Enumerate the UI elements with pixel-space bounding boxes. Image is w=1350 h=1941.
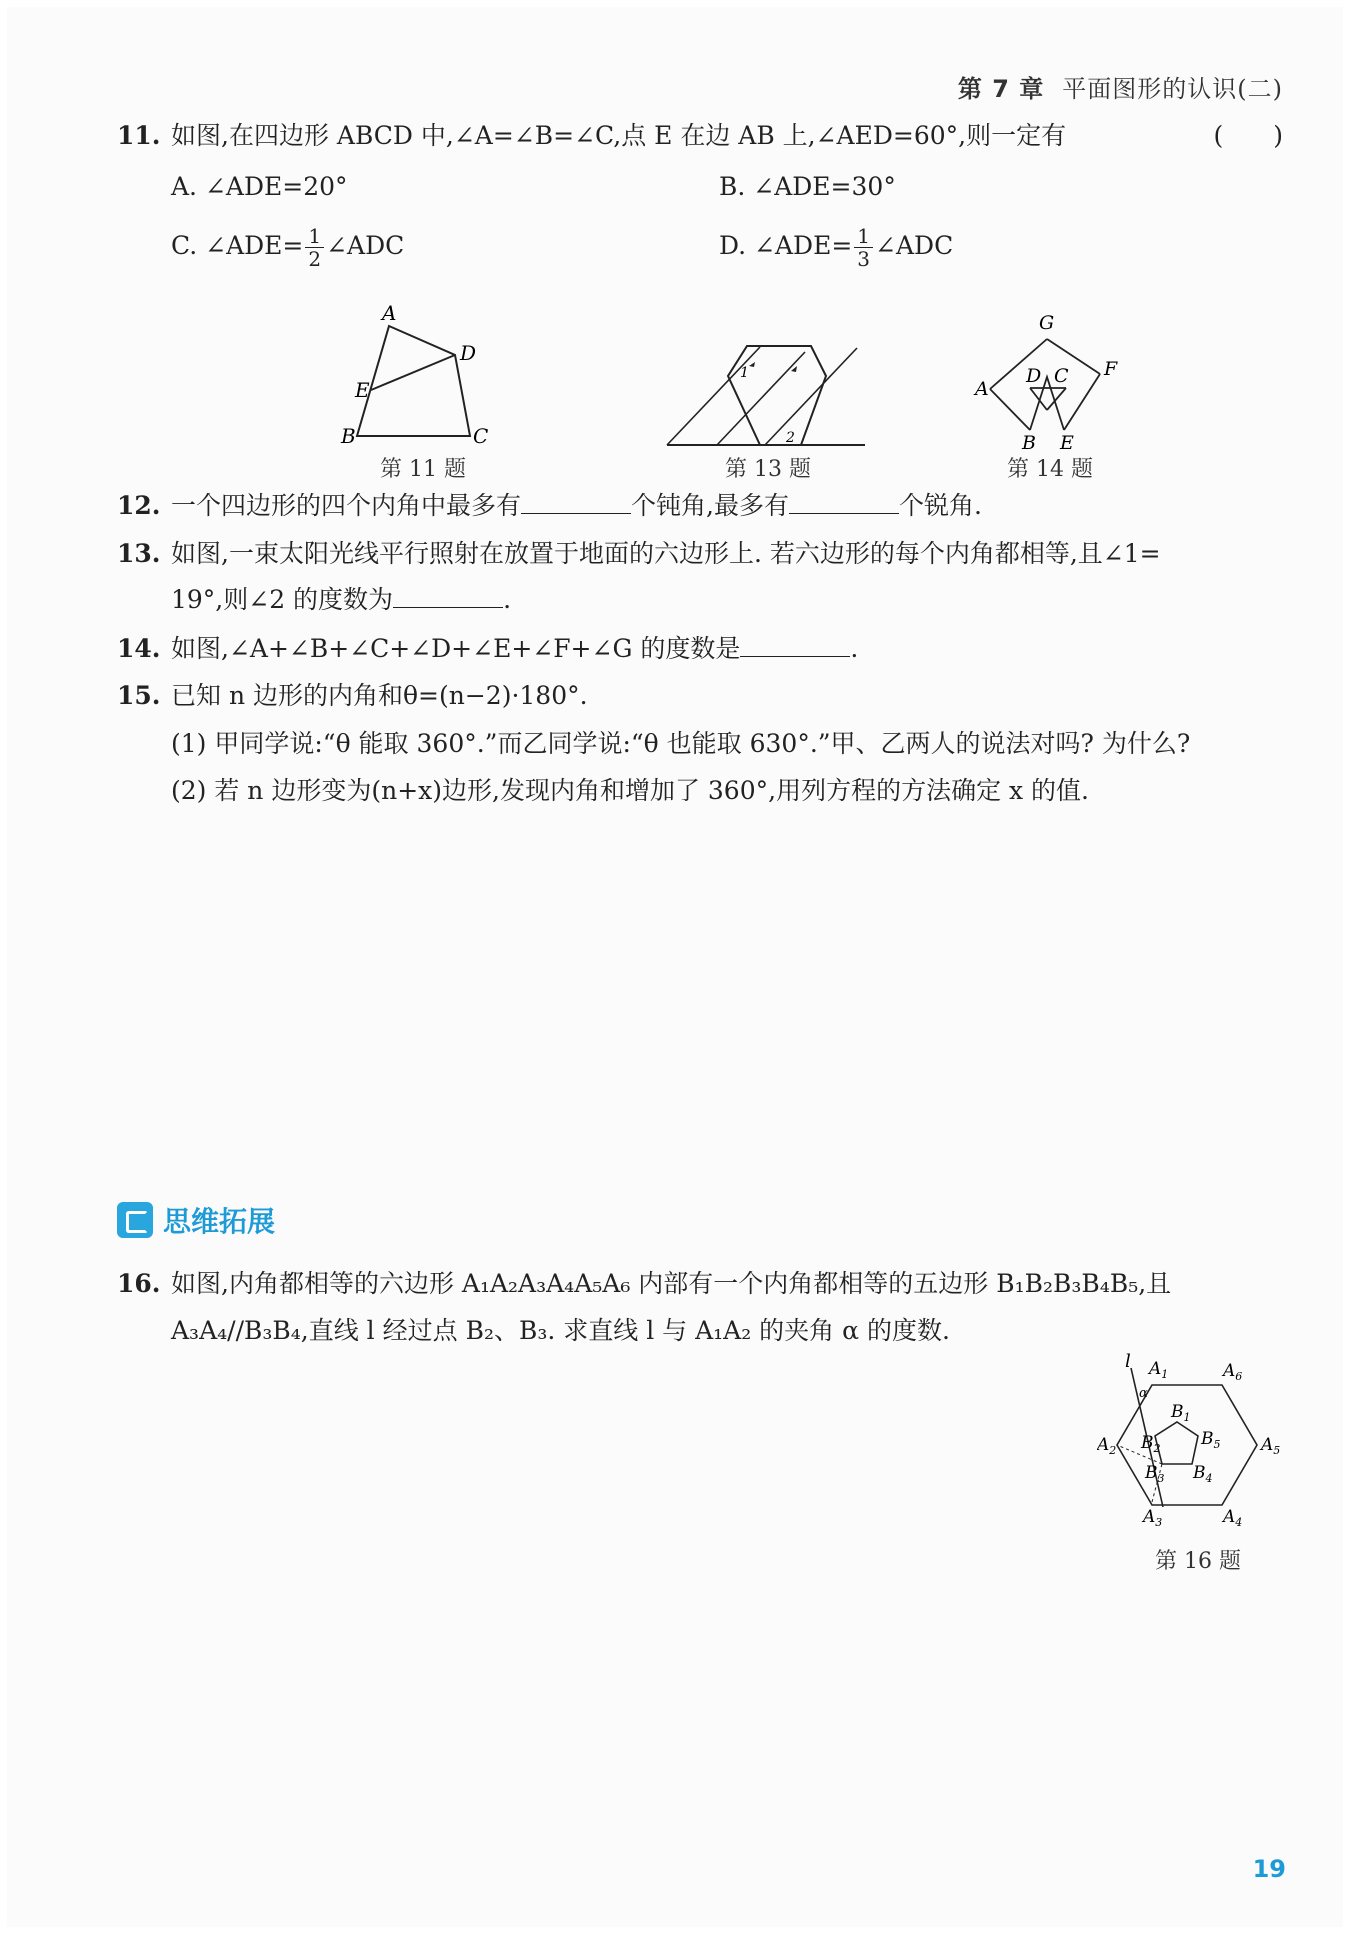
answer-blank[interactable] <box>789 491 899 514</box>
option-d <box>719 225 953 270</box>
figure-11-caption: 第 11 题 <box>380 457 466 482</box>
answer-blank[interactable] <box>740 634 850 657</box>
question-text: 个锐角. <box>898 491 982 520</box>
label-d: D <box>1026 365 1042 387</box>
question-text: . <box>503 585 512 614</box>
question-number: 13. <box>117 539 161 568</box>
line-l-label: l <box>1125 1352 1131 1372</box>
label-a3: $A_3$ <box>1143 1507 1163 1529</box>
page-number: 19 <box>1252 1855 1286 1883</box>
question-stem: 如图,在四边形 ABCD 中,∠A=∠B=∠C,点 E 在边 AB 上,∠AED=60°,则一定有 <box>171 121 1067 150</box>
option-d-prefix: D. ∠ADE= <box>719 231 853 260</box>
question-text: 19°,则∠2 的度数为 <box>171 585 394 614</box>
segment-ba <box>990 389 1030 430</box>
label-c: C <box>1054 365 1069 387</box>
question-number: 14. <box>117 634 161 663</box>
question-14 <box>117 627 1283 671</box>
hexagon-a <box>1117 1385 1257 1505</box>
label-e: E <box>1060 432 1074 452</box>
label-b3: $B_3$ <box>1145 1463 1165 1485</box>
section-icon <box>117 1202 153 1238</box>
question-15-part-2: (2) 若 n 边形变为(n+x)边形,发现内角和增加了 360°,用列方程的方法确定 x 的值. <box>171 776 1090 805</box>
option-a: A. ∠ADE=20° <box>171 172 348 201</box>
label-b: B <box>341 424 356 447</box>
answer-blank[interactable] <box>393 585 503 608</box>
question-number: 12. <box>117 491 161 520</box>
arrow-icon <box>749 362 755 367</box>
figure-13 <box>662 332 877 452</box>
pentagon-b <box>1155 1422 1198 1464</box>
label-d: D <box>460 341 477 365</box>
figure-16 <box>1097 1352 1297 1532</box>
label-a: A <box>975 378 989 400</box>
figure-14 <box>972 307 1132 452</box>
question-12 <box>117 484 1283 528</box>
fraction <box>854 225 873 270</box>
question-number: 11. <box>117 121 161 150</box>
light-ray <box>667 347 760 445</box>
chapter-label: 第 7 章 <box>957 75 1045 103</box>
label-b2: $B_2$ <box>1141 1433 1161 1455</box>
label-b: B <box>1022 432 1036 452</box>
page <box>7 7 1343 1927</box>
angle-1-label: 1 <box>740 365 749 381</box>
label-b5: $B_5$ <box>1201 1429 1221 1451</box>
section-header <box>117 1200 275 1240</box>
question-11 <box>117 114 1283 158</box>
label-a: A <box>382 301 397 325</box>
option-c-suffix: ∠ADC <box>326 231 405 260</box>
question-text: 如图,∠A+∠B+∠C+∠D+∠E+∠F+∠G 的度数是 <box>171 634 741 663</box>
section-title: 思维拓展 <box>163 1205 276 1238</box>
segment-fe <box>1064 374 1100 430</box>
figure-13-caption: 第 13 题 <box>725 457 811 482</box>
question-15 <box>117 674 1283 718</box>
fraction <box>305 225 324 270</box>
figure-14-caption: 第 14 题 <box>1007 457 1093 482</box>
label-a5: $A_5$ <box>1261 1435 1281 1457</box>
fraction-numerator: 1 <box>305 225 324 248</box>
fraction-denominator: 2 <box>308 247 322 271</box>
option-b: B. ∠ADE=30° <box>719 172 896 201</box>
light-ray <box>765 348 857 445</box>
fraction-numerator: 1 <box>854 225 873 248</box>
question-number: 16. <box>117 1269 161 1298</box>
label-a6: $A_6$ <box>1223 1361 1243 1383</box>
label-c: C <box>473 424 489 447</box>
label-b4: $B_4$ <box>1193 1463 1213 1485</box>
figure-16-caption: 第 16 题 <box>1155 1549 1241 1574</box>
alpha-label: α <box>1139 1386 1148 1401</box>
option-c-prefix: C. ∠ADE= <box>171 231 304 260</box>
question-13-continued <box>171 578 511 622</box>
page-header <box>958 69 1283 104</box>
label-a4: $A_4$ <box>1223 1507 1243 1529</box>
segment-d-cross <box>1030 388 1047 410</box>
label-b1: $B_1$ <box>1171 1402 1191 1424</box>
angle-2-label: 2 <box>786 430 795 446</box>
label-a2: $A_2$ <box>1097 1435 1117 1457</box>
figure-11 <box>327 297 527 447</box>
question-16 <box>117 1262 1283 1306</box>
question-stem: 已知 n 边形的内角和θ=(n−2)·180°. <box>171 681 588 710</box>
answer-paren: ( ) <box>1213 121 1283 150</box>
option-d-suffix: ∠ADC <box>875 231 954 260</box>
question-text: 个钝角,最多有 <box>631 491 789 520</box>
question-number: 15. <box>117 681 161 710</box>
answer-blank[interactable] <box>521 491 631 514</box>
question-text: 如图,内角都相等的六边形 A₁A₂A₃A₄A₅A₆ 内部有一个内角都相等的五边形 B₁B₂B₃B₄B₅,且 <box>171 1269 1172 1298</box>
quadrilateral-abcd <box>357 326 470 436</box>
question-15-part-1: (1) 甲同学说:“θ 能取 360°.”而乙同学说:“θ 也能取 630°.”甲、乙两人的说法对吗? 为什么? <box>171 729 1191 758</box>
fraction-denominator: 3 <box>857 247 871 271</box>
label-f: F <box>1104 358 1118 380</box>
question-text: 如图,一束太阳光线平行照射在放置于地面的六边形上. 若六边形的每个内角都相等,且∠1= <box>171 539 1161 568</box>
label-g: G <box>1039 312 1055 334</box>
label-a1: $A_1$ <box>1149 1359 1169 1381</box>
question-13 <box>117 532 1283 576</box>
chapter-title: 平面图形的认识(二) <box>1062 75 1283 103</box>
question-text: . <box>850 634 859 663</box>
question-text: 一个四边形的四个内角中最多有 <box>171 491 522 520</box>
question-16-continued: A₃A₄//B₃B₄,直线 l 经过点 B₂、B₃. 求直线 l 与 A₁A₂ 的夹角 α 的度数. <box>171 1316 950 1345</box>
option-c <box>171 225 404 270</box>
label-e: E <box>355 378 370 402</box>
segment-ed <box>371 355 455 390</box>
